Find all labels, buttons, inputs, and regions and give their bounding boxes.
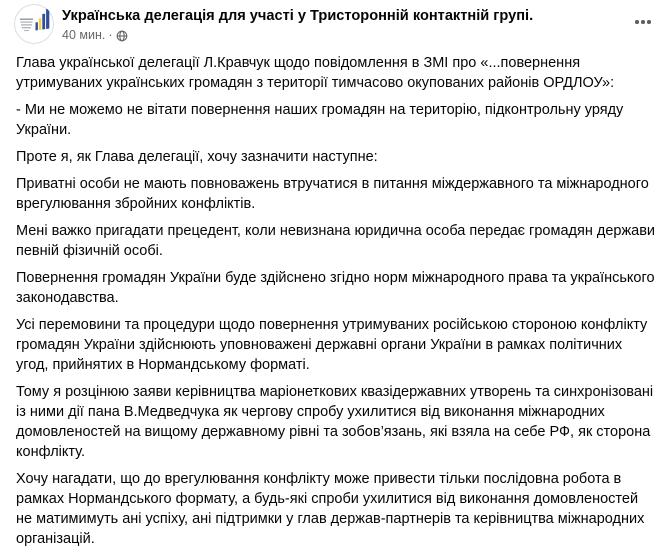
- ellipsis-icon: [647, 20, 651, 24]
- post-paragraph: Повернення громадян України буде здійснено згідно норм міжнародного права та українського законодавства.: [16, 270, 659, 306]
- post-paragraph: Проте я, як Глава делегації, хочу зазначити наступне:: [16, 149, 378, 165]
- post-body: [0, 44, 671, 549]
- post-paragraph: Мені важко пригадати прецедент, коли невизнана юридична особа передає громадян держави певній фізичній особі.: [16, 223, 660, 259]
- post-header: [0, 0, 671, 44]
- page-logo-icon: [14, 31, 54, 44]
- post-options-button[interactable]: [633, 14, 653, 30]
- post-paragraph: Тому я розцінюю заяви керівництва маріонеткових квазідержавних утворень та синхронізовані із ними дії пана В.Медведчука як чергову спробу ухилитися від виконання міжнародних домовленостей на вищому державному рівні та зобов’язань, які взяла на себе РФ, як сторона конфлікту.: [16, 384, 658, 460]
- avatar[interactable]: [14, 4, 54, 44]
- ellipsis-icon: [635, 20, 639, 24]
- page-name-link[interactable]: Українська делегація для участі у Тристоронній контактній групі.: [62, 8, 534, 24]
- ellipsis-icon: [641, 20, 645, 24]
- post-header-text: [62, 4, 533, 44]
- meta-separator: ·: [108, 28, 113, 42]
- post-paragraph: Хочу нагадати, що до врегулювання конфлікту може привести тільки послідовна робота в рамках Нормандського формату, а будь-які спроби ухилитися від виконання домовленостей не матимимуть ані успіху, ані підтримки у глав держав-партнерів та керівництва міжнародних організацій.: [16, 471, 649, 547]
- post-paragraph: Приватні особи не мають повноважень втручатися в питання міждержавного та міжнародного врегулювання збройних конфліктів.: [16, 176, 653, 212]
- post-paragraph: - Ми не можемо не вітати повернення наших громадян на територію, підконтрольну уряду України.: [16, 102, 628, 138]
- post-paragraph: Глава української делегації Л.Кравчук щодо повідомлення в ЗМІ про «...повернення утримуваних українських громадян з території тимчасово окупованих районів ОРДЛОУ»:: [16, 55, 615, 91]
- globe-icon: [116, 30, 128, 42]
- post-meta: [62, 27, 533, 44]
- timestamp-link[interactable]: 40 мин.: [62, 28, 106, 42]
- post-paragraph: Усі перемовини та процедури щодо повернення утримуваних російською стороною конфлікту громадян України здійснюють уповноважені державні органи України в рамках політичних угод, прийнятих в Нормандському форматі.: [16, 317, 652, 373]
